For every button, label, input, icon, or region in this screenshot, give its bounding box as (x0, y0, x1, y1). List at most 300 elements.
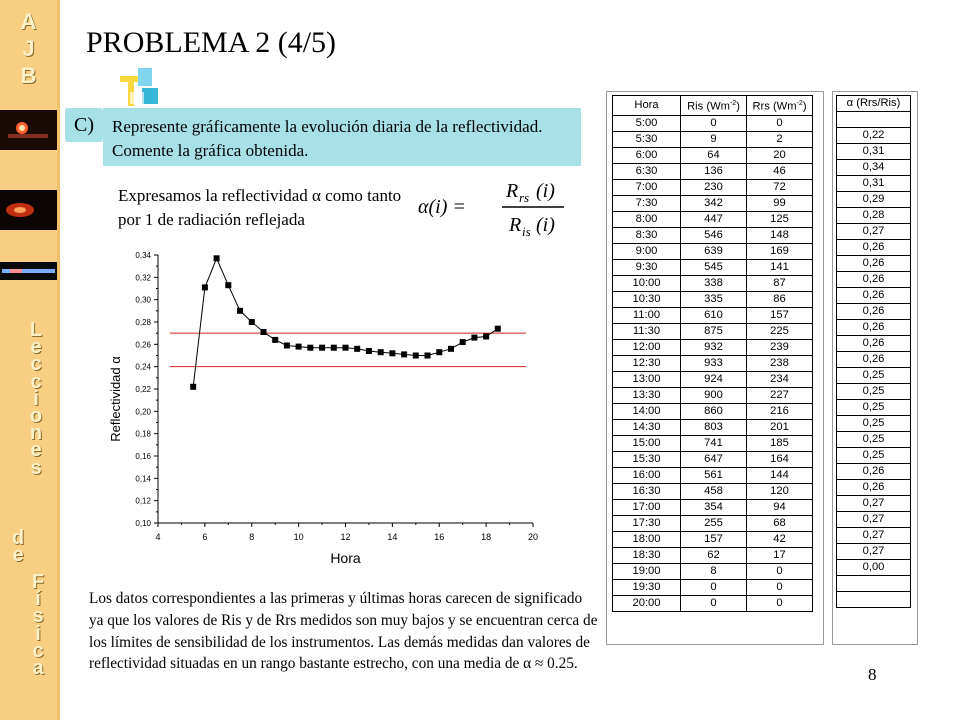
table-cell: 458 (681, 483, 747, 499)
table-row (613, 371, 813, 387)
y-axis-label: Reflectividad α (108, 356, 123, 442)
table-cell-alpha (837, 112, 911, 128)
table-row (613, 467, 813, 483)
table-cell: 62 (681, 547, 747, 563)
table-cell-alpha: 0,27 (837, 544, 911, 560)
table-row (837, 544, 911, 560)
table-cell: 924 (681, 371, 747, 387)
table-cell: 17 (747, 547, 813, 563)
table-row (837, 432, 911, 448)
table-cell: 11:00 (613, 307, 681, 323)
table-cell-alpha: 0,31 (837, 176, 911, 192)
sidebar-letter: c (32, 639, 44, 662)
table-cell-alpha (837, 576, 911, 592)
section-letter: C) (65, 108, 103, 142)
table-cell: 42 (747, 531, 813, 547)
table-cell: 0 (681, 579, 747, 595)
table-cell: 647 (681, 451, 747, 467)
table-cell-alpha: 0,26 (837, 464, 911, 480)
table-cell: 0 (681, 115, 747, 131)
table-cell: 8:00 (613, 211, 681, 227)
table-cell-alpha: 0,25 (837, 368, 911, 384)
data-point (495, 326, 501, 332)
data-point (319, 345, 325, 351)
formula-lhs: α(i) = (418, 196, 466, 218)
formula-numerator-arg: (i) (536, 180, 555, 202)
table-cell: 0 (747, 115, 813, 131)
table-row (837, 320, 911, 336)
y-tick-label: 0,22 (135, 385, 151, 394)
sidebar-letter: e (30, 336, 42, 359)
table-cell-alpha: 0,25 (837, 416, 911, 432)
data-point (448, 346, 454, 352)
table-row (837, 288, 911, 304)
table-row (613, 515, 813, 531)
y-tick-label: 0,28 (135, 318, 151, 327)
table-cell: 6:00 (613, 147, 681, 163)
table-cell: 255 (681, 515, 747, 531)
table-cell: 0 (747, 563, 813, 579)
table-row (613, 307, 813, 323)
table-cell-alpha: 0,26 (837, 352, 911, 368)
table-cell-alpha: 0,27 (837, 512, 911, 528)
table-cell: 86 (747, 291, 813, 307)
table-cell-alpha: 0,27 (837, 224, 911, 240)
table-cell: 185 (747, 435, 813, 451)
sidebar-letter: c (30, 370, 42, 393)
sidebar-divider (57, 0, 60, 720)
table-row (613, 403, 813, 419)
sidebar-letter: i (33, 387, 39, 410)
header-close: ) (736, 100, 740, 113)
table-row (613, 227, 813, 243)
table-row (837, 448, 911, 464)
table-row (837, 256, 911, 272)
data-point (389, 350, 395, 356)
table-row (837, 480, 911, 496)
data-point (366, 348, 372, 354)
page-number: 8 (868, 665, 877, 684)
formula-denominator-sub: is (522, 224, 531, 239)
table-row (613, 499, 813, 515)
table-cell: 87 (747, 275, 813, 291)
table-row (837, 176, 911, 192)
table-cell: 234 (747, 371, 813, 387)
table-cell: 13:30 (613, 387, 681, 403)
sidebar-word-fisica (28, 571, 48, 680)
table-row (613, 563, 813, 579)
header-close: ) (802, 100, 807, 113)
data-point (331, 345, 337, 351)
table-row (613, 131, 813, 147)
table-cell: 7:00 (613, 179, 681, 195)
table-cell: 8 (681, 563, 747, 579)
table-cell: 157 (681, 531, 747, 547)
table-cell-alpha: 0,26 (837, 336, 911, 352)
table-row (613, 275, 813, 291)
reflectivity-chart (100, 243, 550, 573)
data-point (460, 339, 466, 345)
header-hora (613, 96, 681, 116)
table-header-row (837, 96, 911, 112)
table-row (613, 419, 813, 435)
table-row (837, 240, 911, 256)
table-row (837, 272, 911, 288)
table-row (613, 147, 813, 163)
sidebar-letter: o (29, 405, 43, 428)
table-cell-alpha (837, 592, 911, 608)
table-row (837, 144, 911, 160)
table-cell: 169 (747, 243, 813, 259)
table-cell: 15:00 (613, 435, 681, 451)
data-point (307, 345, 313, 351)
table-cell: 72 (747, 179, 813, 195)
x-tick-label: 14 (387, 532, 398, 542)
table-cell: 13:00 (613, 371, 681, 387)
table-cell: 164 (747, 451, 813, 467)
sidebar-letter: s (32, 605, 44, 628)
table-cell: 216 (747, 403, 813, 419)
table-cell-alpha: 0,26 (837, 240, 911, 256)
formula-denominator-arg: (i) (536, 214, 555, 236)
table-cell: 12:00 (613, 339, 681, 355)
table-cell: 8:30 (613, 227, 681, 243)
data-point (401, 351, 407, 357)
table-cell: 238 (747, 355, 813, 371)
header-label: Rrs (Wm (752, 100, 797, 113)
y-tick-label: 0,34 (135, 251, 151, 260)
table-cell: 6:30 (613, 163, 681, 179)
header-label: Hora (634, 98, 659, 111)
table-row (613, 547, 813, 563)
header-superscript: -2 (729, 100, 737, 107)
data-point (202, 284, 208, 290)
table-row (837, 208, 911, 224)
table-cell-alpha: 0,26 (837, 256, 911, 272)
table-cell: 120 (747, 483, 813, 499)
sidebar-letter: i (35, 622, 41, 645)
table-cell: 157 (747, 307, 813, 323)
expression-text: Expresamos la reflectividad α como tanto por 1 de radiación reflejada (118, 186, 402, 229)
x-axis-label: Hora (330, 550, 361, 566)
table-row (837, 336, 911, 352)
data-point (425, 353, 431, 359)
table-row (613, 483, 813, 499)
table-cell-alpha: 0,29 (837, 192, 911, 208)
table-cell: 19:00 (613, 563, 681, 579)
data-table-alpha (836, 95, 911, 608)
table-cell: 20 (747, 147, 813, 163)
table-cell: 342 (681, 195, 747, 211)
data-point (249, 319, 255, 325)
table-row (837, 528, 911, 544)
table-row (613, 579, 813, 595)
table-cell-alpha: 0,28 (837, 208, 911, 224)
data-point (272, 337, 278, 343)
table-cell-alpha: 0,31 (837, 144, 911, 160)
table-cell: 141 (747, 259, 813, 275)
data-point (237, 308, 243, 314)
logo-letter: J (22, 36, 35, 61)
table-cell-alpha: 0,26 (837, 320, 911, 336)
table-row (613, 243, 813, 259)
table-cell: 741 (681, 435, 747, 451)
data-table-body (613, 96, 813, 612)
table-row (837, 368, 911, 384)
table-cell: 239 (747, 339, 813, 355)
y-tick-label: 0,14 (135, 474, 151, 484)
table-row (837, 400, 911, 416)
thumbnail-image-1 (0, 110, 57, 150)
logo-letter: A (20, 9, 37, 34)
data-point (413, 353, 419, 359)
table-row (613, 387, 813, 403)
formula-numerator: R (506, 180, 519, 202)
page-title: PROBLEMA 2 (4/5) (86, 26, 337, 59)
table-cell-alpha: 0,22 (837, 128, 911, 144)
table-cell: 5:00 (613, 115, 681, 131)
table-cell: 10:00 (613, 275, 681, 291)
table-cell: 9:00 (613, 243, 681, 259)
table-row (837, 224, 911, 240)
table-header-row (613, 96, 813, 116)
table-cell: 447 (681, 211, 747, 227)
data-table-radiation (612, 95, 813, 612)
y-tick-label: 0,32 (135, 273, 151, 283)
table-cell-alpha: 0,00 (837, 560, 911, 576)
table-row (613, 323, 813, 339)
table-cell: 16:30 (613, 483, 681, 499)
y-tick-label: 0,30 (135, 295, 151, 305)
table-cell: 2 (747, 131, 813, 147)
header-superscript: -2 (796, 100, 803, 107)
sidebar-letter: d (11, 527, 25, 549)
table-cell: 94 (747, 499, 813, 515)
y-tick-label: 0,12 (135, 496, 151, 506)
y-tick-label: 0,24 (135, 362, 151, 372)
data-point (354, 346, 360, 352)
table-cell-alpha: 0,25 (837, 432, 911, 448)
y-tick-label: 0,20 (135, 407, 151, 417)
table-row (837, 512, 911, 528)
table-row (837, 496, 911, 512)
table-row (613, 355, 813, 371)
table-cell: 545 (681, 259, 747, 275)
table-row (837, 304, 911, 320)
sidebar-letter: L (29, 319, 43, 341)
x-tick-label: 6 (202, 532, 208, 542)
table-cell: 19:30 (613, 579, 681, 595)
table-cell: 14:00 (613, 403, 681, 419)
sidebar-letter: s (30, 456, 42, 479)
table-cell: 17:30 (613, 515, 681, 531)
table-cell: 7:30 (613, 195, 681, 211)
table-cell: 546 (681, 227, 747, 243)
table-row (837, 416, 911, 432)
x-tick-label: 4 (155, 532, 161, 542)
decorative-squares (120, 62, 180, 110)
table-cell: 68 (747, 515, 813, 531)
table-cell: 17:00 (613, 499, 681, 515)
data-point (378, 349, 384, 355)
table-row (837, 112, 911, 128)
data-point (214, 255, 220, 261)
table-cell: 144 (747, 467, 813, 483)
table-row (837, 560, 911, 576)
table-cell: 201 (747, 419, 813, 435)
data-point (284, 343, 290, 349)
sidebar-letter: e (30, 439, 42, 462)
table-cell: 99 (747, 195, 813, 211)
table-row (837, 384, 911, 400)
sidebar-letter: n (29, 422, 43, 445)
thumbnail-image-2 (0, 190, 57, 230)
table-cell: 0 (747, 595, 813, 611)
header-ris (681, 96, 747, 116)
table-cell: 18:30 (613, 547, 681, 563)
table-row (613, 195, 813, 211)
table-cell: 18:00 (613, 531, 681, 547)
header-label: α (Rrs/Ris) (846, 97, 901, 109)
table-row (613, 531, 813, 547)
section-text: Represente gráficamente la evolución diaria de la reflectividad. Comente la gráfica obtenida. (112, 117, 543, 160)
table-row (613, 451, 813, 467)
sidebar-letter: í (35, 588, 41, 611)
x-tick-label: 16 (434, 532, 445, 542)
table-row (613, 435, 813, 451)
series-line (193, 258, 498, 387)
formula-numerator-sub: rs (519, 190, 530, 205)
data-point (471, 335, 477, 341)
header-alpha (837, 96, 911, 112)
x-tick-label: 8 (249, 532, 255, 542)
table-cell-alpha: 0,26 (837, 288, 911, 304)
logo-ajb (0, 8, 57, 89)
explanation-note: Los datos correspondientes a las primeras y últimas horas carecen de significado ya que los valores de Ris y de Rrs medidos son muy bajos y se encuentran cerca de los límites de sensibilidad de los instrumentos. Las demás medidas dan valores de reflectividad situadas en un rango bastante estrecho, con una media de α ≈ 0.25. (89, 590, 598, 673)
table-row (837, 464, 911, 480)
data-point (190, 384, 196, 390)
table-row (613, 259, 813, 275)
sidebar-letter: e (12, 544, 24, 567)
table-cell: 875 (681, 323, 747, 339)
sidebar-word-de (8, 527, 28, 567)
x-tick-label: 12 (340, 532, 351, 542)
table-cell: 932 (681, 339, 747, 355)
table-row (837, 592, 911, 608)
table-cell: 11:30 (613, 323, 681, 339)
x-tick-label: 18 (481, 532, 492, 542)
table-cell: 15:30 (613, 451, 681, 467)
table-cell: 227 (747, 387, 813, 403)
table-cell: 20:00 (613, 595, 681, 611)
table-cell: 610 (681, 307, 747, 323)
y-tick-label: 0,26 (135, 340, 151, 350)
logo-letter: B (20, 63, 37, 88)
table-cell-alpha: 0,27 (837, 528, 911, 544)
table-cell: 338 (681, 275, 747, 291)
x-tick-label: 20 (527, 532, 539, 542)
table-cell: 46 (747, 163, 813, 179)
sidebar-letter: c (30, 353, 42, 376)
data-point (225, 282, 231, 288)
sidebar-word-lecciones (26, 319, 46, 479)
table-cell: 0 (681, 595, 747, 611)
table-cell-alpha: 0,34 (837, 160, 911, 176)
table-cell: 230 (681, 179, 747, 195)
header-label: Ris (Wm (687, 100, 730, 113)
data-point (343, 345, 349, 351)
table-cell-alpha: 0,25 (837, 448, 911, 464)
table-cell: 860 (681, 403, 747, 419)
table-cell: 64 (681, 147, 747, 163)
table-cell: 354 (681, 499, 747, 515)
table-row (837, 160, 911, 176)
data-point (436, 349, 442, 355)
table-cell: 148 (747, 227, 813, 243)
table-cell: 16:00 (613, 467, 681, 483)
table-row (613, 595, 813, 611)
table-cell-alpha: 0,26 (837, 480, 911, 496)
header-rrs (747, 96, 813, 116)
table-cell: 12:30 (613, 355, 681, 371)
table-cell-alpha: 0,25 (837, 400, 911, 416)
table-cell: 639 (681, 243, 747, 259)
data-point (261, 329, 267, 335)
table-row (613, 163, 813, 179)
table-row (837, 128, 911, 144)
table-cell: 335 (681, 291, 747, 307)
table-cell: 803 (681, 419, 747, 435)
formula-denominator: R (509, 214, 522, 236)
sidebar-letter: F (31, 571, 45, 593)
table-row (837, 192, 911, 208)
table-cell: 933 (681, 355, 747, 371)
reflectivity-formula (414, 175, 574, 239)
table-row (837, 352, 911, 368)
table-row (613, 115, 813, 131)
data-point (483, 334, 489, 340)
table-row (613, 339, 813, 355)
data-point (296, 344, 302, 350)
table-row (837, 576, 911, 592)
table-cell: 9:30 (613, 259, 681, 275)
table-cell-alpha: 0,26 (837, 272, 911, 288)
table-row (613, 211, 813, 227)
x-tick-label: 10 (293, 532, 304, 542)
table-cell: 14:30 (613, 419, 681, 435)
y-tick-label: 0,18 (135, 429, 151, 439)
sidebar-letter: a (32, 657, 44, 680)
table-cell: 125 (747, 211, 813, 227)
y-tick-label: 0,16 (135, 452, 151, 461)
table-cell-alpha: 0,25 (837, 384, 911, 400)
table-row (613, 179, 813, 195)
table-row (613, 291, 813, 307)
table-cell: 900 (681, 387, 747, 403)
y-tick-label: 0,10 (135, 519, 151, 528)
table-cell-alpha: 0,26 (837, 304, 911, 320)
table-cell: 561 (681, 467, 747, 483)
table-cell: 225 (747, 323, 813, 339)
table-cell: 0 (747, 579, 813, 595)
table-cell: 5:30 (613, 131, 681, 147)
table-cell: 10:30 (613, 291, 681, 307)
table-cell: 9 (681, 131, 747, 147)
data-table-body (837, 96, 911, 608)
thumbnail-image-3 (0, 262, 57, 280)
table-cell: 136 (681, 163, 747, 179)
table-cell-alpha: 0,27 (837, 496, 911, 512)
